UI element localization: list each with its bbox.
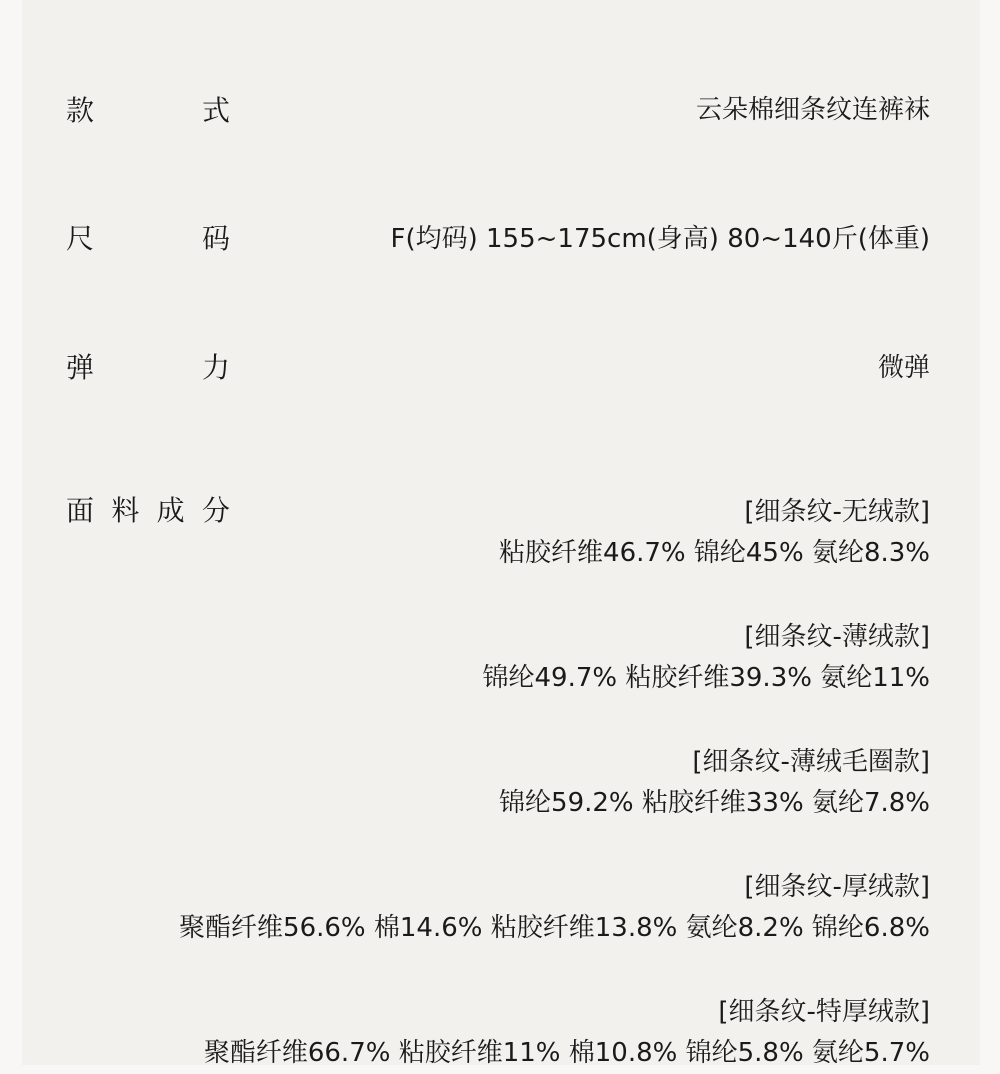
fabric-group bbox=[499, 742, 930, 824]
fabric-group-composition: 聚酯纤维66.7% 粘胶纤维11% 棉10.8% 锦纶5.8% 氨纶5.7% bbox=[203, 1038, 930, 1068]
fabric-group bbox=[204, 992, 930, 1074]
fabric-label-char: 分 bbox=[201, 494, 230, 527]
elasticity-value: 微弹 bbox=[877, 353, 930, 383]
fabric-group bbox=[482, 617, 930, 699]
fabric-group-composition: 锦纶59.2% 粘胶纤维33% 氨纶7.8% bbox=[499, 788, 930, 818]
fabric-label bbox=[66, 494, 230, 527]
size-label-char: 码 bbox=[201, 222, 230, 255]
elasticity-label-char: 力 bbox=[201, 351, 230, 384]
fabric-group-title: [细条纹-特厚绒款] bbox=[718, 997, 930, 1027]
elasticity-label-char: 弹 bbox=[66, 351, 95, 384]
style-label-char: 式 bbox=[201, 94, 230, 127]
style-label bbox=[66, 94, 230, 127]
style-value: 云朵棉细条纹连裤袜 bbox=[695, 95, 930, 125]
fabric-group-title: [细条纹-厚绒款] bbox=[744, 872, 930, 902]
elasticity-label bbox=[66, 351, 230, 384]
fabric-label-char: 面 bbox=[66, 494, 95, 527]
size-value: F(均码) 155~175cm(身高) 80~140斤(体重) bbox=[390, 224, 930, 254]
fabric-group-title: [细条纹-无绒款] bbox=[744, 497, 930, 527]
fabric-group-title: [细条纹-薄绒款] bbox=[744, 622, 930, 652]
fabric-group bbox=[179, 867, 930, 949]
fabric-label-char: 料 bbox=[111, 494, 140, 527]
fabric-group-composition: 粘胶纤维46.7% 锦纶45% 氨纶8.3% bbox=[499, 538, 930, 568]
style-label-char: 款 bbox=[66, 94, 95, 127]
size-label bbox=[66, 222, 230, 255]
fabric-group-composition: 锦纶49.7% 粘胶纤维39.3% 氨纶11% bbox=[482, 663, 930, 693]
fabric-label-char: 成 bbox=[156, 494, 185, 527]
fabric-group-title: [细条纹-薄绒毛圈款] bbox=[692, 747, 930, 777]
fabric-group-composition: 聚酯纤维56.6% 棉14.6% 粘胶纤维13.8% 氨纶8.2% 锦纶6.8% bbox=[179, 913, 930, 943]
size-label-char: 尺 bbox=[66, 222, 95, 255]
fabric-group bbox=[499, 492, 930, 574]
